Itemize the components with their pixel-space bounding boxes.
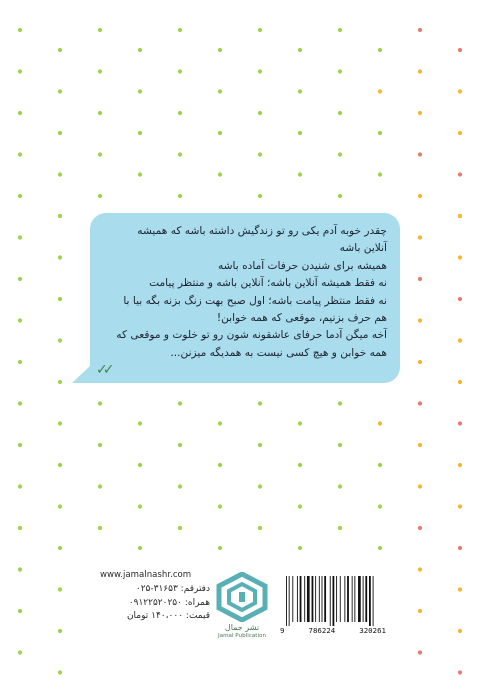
background-dot xyxy=(378,172,382,176)
background-dot xyxy=(98,401,102,405)
background-dot xyxy=(298,172,302,176)
background-dot xyxy=(138,546,142,550)
background-dot xyxy=(338,401,342,405)
background-dot xyxy=(138,504,142,508)
background-dot xyxy=(298,463,302,467)
background-dot xyxy=(138,89,142,93)
background-dot xyxy=(418,28,422,32)
background-dot xyxy=(178,69,182,73)
background-dot xyxy=(58,172,62,176)
background-dot xyxy=(18,235,22,239)
background-dot xyxy=(258,152,262,156)
background-dot xyxy=(178,111,182,115)
background-dot xyxy=(18,28,22,32)
background-dot xyxy=(218,89,222,93)
background-dot xyxy=(378,463,382,467)
background-dot xyxy=(458,338,462,342)
barcode-bar xyxy=(307,576,310,622)
background-dot xyxy=(418,111,422,115)
background-dot xyxy=(338,69,342,73)
message-line: آخه میگن آدما حرفای عاشقونه شون رو تو خلوت و موقعی که xyxy=(116,329,387,342)
background-dot xyxy=(178,443,182,447)
background-dot xyxy=(458,214,462,218)
barcode-bar xyxy=(292,576,293,622)
background-dot xyxy=(178,194,182,198)
background-dot xyxy=(98,484,102,488)
background-dot xyxy=(418,443,422,447)
background-dot xyxy=(58,338,62,342)
barcode-bar xyxy=(289,576,290,626)
background-dot xyxy=(138,131,142,135)
background-dot xyxy=(298,89,302,93)
background-dot xyxy=(378,48,382,52)
background-dot xyxy=(258,69,262,73)
jamal-logo-icon xyxy=(216,572,268,622)
background-dot xyxy=(258,526,262,530)
background-dot xyxy=(338,194,342,198)
barcode-digit-group: 9 xyxy=(280,626,285,635)
background-dot xyxy=(218,48,222,52)
background-dot xyxy=(138,48,142,52)
background-dot xyxy=(418,318,422,322)
background-dot xyxy=(58,131,62,135)
background-dot xyxy=(298,48,302,52)
barcode-digit-group: 786224 xyxy=(308,626,336,635)
background-dot xyxy=(58,89,62,93)
double-check-icon: ✓✓ xyxy=(96,362,110,378)
background-dot xyxy=(458,172,462,176)
barcode-bars xyxy=(278,574,388,626)
background-dot xyxy=(458,89,462,93)
background-dot xyxy=(218,504,222,508)
background-dot xyxy=(418,277,422,281)
background-dot xyxy=(298,131,302,135)
background-dot xyxy=(258,111,262,115)
background-dot xyxy=(418,360,422,364)
logo-name-en: Jamal Publication xyxy=(218,633,266,639)
background-dot xyxy=(98,111,102,115)
background-dot xyxy=(18,360,22,364)
barcode-bar xyxy=(363,576,364,622)
barcode-bar xyxy=(352,576,353,622)
background-dot xyxy=(58,546,62,550)
background-dot xyxy=(138,172,142,176)
barcode-bar xyxy=(344,576,345,622)
background-dot xyxy=(258,401,262,405)
background-dot xyxy=(18,484,22,488)
background-dot xyxy=(18,194,22,198)
publisher-logo xyxy=(216,572,268,648)
background-dot xyxy=(338,484,342,488)
background-dot xyxy=(18,443,22,447)
background-dot xyxy=(218,463,222,467)
background-dot xyxy=(138,421,142,425)
background-dot xyxy=(338,152,342,156)
background-dot xyxy=(458,421,462,425)
background-dot xyxy=(418,235,422,239)
background-dot xyxy=(18,526,22,530)
background-dot xyxy=(218,421,222,425)
background-dot xyxy=(458,504,462,508)
background-dot xyxy=(18,277,22,281)
message-line: آنلاین باشه xyxy=(339,242,387,255)
background-dot xyxy=(258,484,262,488)
background-dot xyxy=(418,526,422,530)
background-dot xyxy=(458,131,462,135)
background-dot xyxy=(418,194,422,198)
barcode-digit-group: 320261 xyxy=(359,626,386,635)
background-dot xyxy=(458,546,462,550)
background-dot xyxy=(58,504,62,508)
background-dot xyxy=(58,214,62,218)
background-dot xyxy=(18,318,22,322)
background-dot xyxy=(418,152,422,156)
barcode-number xyxy=(278,626,388,635)
barcode-bar xyxy=(336,576,337,622)
background-dot xyxy=(58,463,62,467)
logo-name-fa: نشر جمال xyxy=(224,623,260,632)
barcode-bar xyxy=(319,576,320,622)
chat-bubble-tail xyxy=(72,366,90,383)
background-dot xyxy=(18,152,22,156)
background-dot xyxy=(458,297,462,301)
background-dot xyxy=(18,69,22,73)
background-dot xyxy=(138,463,142,467)
background-dot xyxy=(98,526,102,530)
message-line: هم حرف بزنیم، موقعی که همه خوابن! xyxy=(216,312,387,325)
message-line: چقدر خوبه آدم یکی رو تو زندگیش داشته باشه که همیشه xyxy=(137,225,387,237)
barcode-bar xyxy=(330,576,331,626)
barcode-bar xyxy=(354,576,355,622)
background-dot xyxy=(18,401,22,405)
background-dot xyxy=(218,172,222,176)
background-dot xyxy=(178,526,182,530)
background-dot xyxy=(458,48,462,52)
background-dot xyxy=(178,152,182,156)
background-dot xyxy=(58,297,62,301)
background-dot xyxy=(178,401,182,405)
background-dot xyxy=(378,89,382,93)
barcode-bar xyxy=(324,576,326,622)
message-line: نه فقط منتظر پیامت باشه؛ اول صبح بهت زنگ بزنه بگه بیا با xyxy=(123,294,387,307)
background-dot xyxy=(58,48,62,52)
background-dot xyxy=(98,194,102,198)
barcode-bar xyxy=(315,576,316,622)
barcode-bar xyxy=(297,576,298,622)
barcode-bar xyxy=(300,576,302,622)
barcode-bar xyxy=(340,576,341,622)
barcode-bar xyxy=(365,576,367,622)
background-dot xyxy=(258,194,262,198)
background-dot xyxy=(338,28,342,32)
background-dot xyxy=(458,380,462,384)
background-dot xyxy=(98,152,102,156)
background-dot xyxy=(378,504,382,508)
background-dot xyxy=(178,484,182,488)
background-dot xyxy=(378,131,382,135)
barcode-bar xyxy=(358,576,361,622)
back-cover-footer xyxy=(0,570,480,700)
background-dot xyxy=(178,28,182,32)
background-dot xyxy=(338,443,342,447)
message-line: همه خوابن و هیچ کسی نیست به همدیگه میزنن... xyxy=(170,346,387,359)
barcode-bar xyxy=(333,576,335,626)
background-dot xyxy=(58,255,62,259)
barcode-bar xyxy=(347,576,349,622)
barcode-bar xyxy=(286,576,287,626)
message-text xyxy=(102,223,387,361)
background-dot xyxy=(98,443,102,447)
background-dot xyxy=(298,421,302,425)
barcode-bar xyxy=(312,576,314,622)
message-line: نه فقط همیشه آنلاین باشه؛ آنلاین باشه و منتظر پیامت xyxy=(149,277,387,290)
barcode-bar xyxy=(304,576,305,622)
background-dot xyxy=(458,463,462,467)
background-dot xyxy=(338,111,342,115)
background-dot xyxy=(58,421,62,425)
background-dot xyxy=(418,401,422,405)
background-dot xyxy=(338,526,342,530)
background-dot xyxy=(378,546,382,550)
barcode-bar xyxy=(373,576,374,626)
mobile-phone: همراه: ۰۹۱۲۲۵۲۰۲۵۰ xyxy=(128,597,210,608)
background-dot xyxy=(98,28,102,32)
background-dot xyxy=(98,69,102,73)
background-dot xyxy=(58,380,62,384)
message-line: همیشه برای شنیدن حرفات آماده باشه xyxy=(217,259,387,272)
publisher-info xyxy=(100,570,210,624)
background-dot xyxy=(218,546,222,550)
barcode-bar xyxy=(322,576,323,622)
price-text: قیمت: ۱۴۰،۰۰۰ تومان xyxy=(126,611,210,621)
background-dot xyxy=(18,111,22,115)
background-dot xyxy=(298,504,302,508)
office-phone: دفترقم: ۳۱۶۵۳-۰۲۵ xyxy=(135,584,210,594)
background-dot xyxy=(258,443,262,447)
chat-message-bubble xyxy=(90,213,400,383)
background-dot xyxy=(218,131,222,135)
website-link[interactable]: www.jamalnashr.com xyxy=(100,570,192,580)
background-dot xyxy=(258,28,262,32)
background-dot xyxy=(418,69,422,73)
barcode-bar xyxy=(369,576,371,626)
background-dot xyxy=(418,484,422,488)
isbn-barcode xyxy=(278,574,388,640)
background-dot xyxy=(458,255,462,259)
background-dot xyxy=(378,421,382,425)
background-dot xyxy=(298,546,302,550)
